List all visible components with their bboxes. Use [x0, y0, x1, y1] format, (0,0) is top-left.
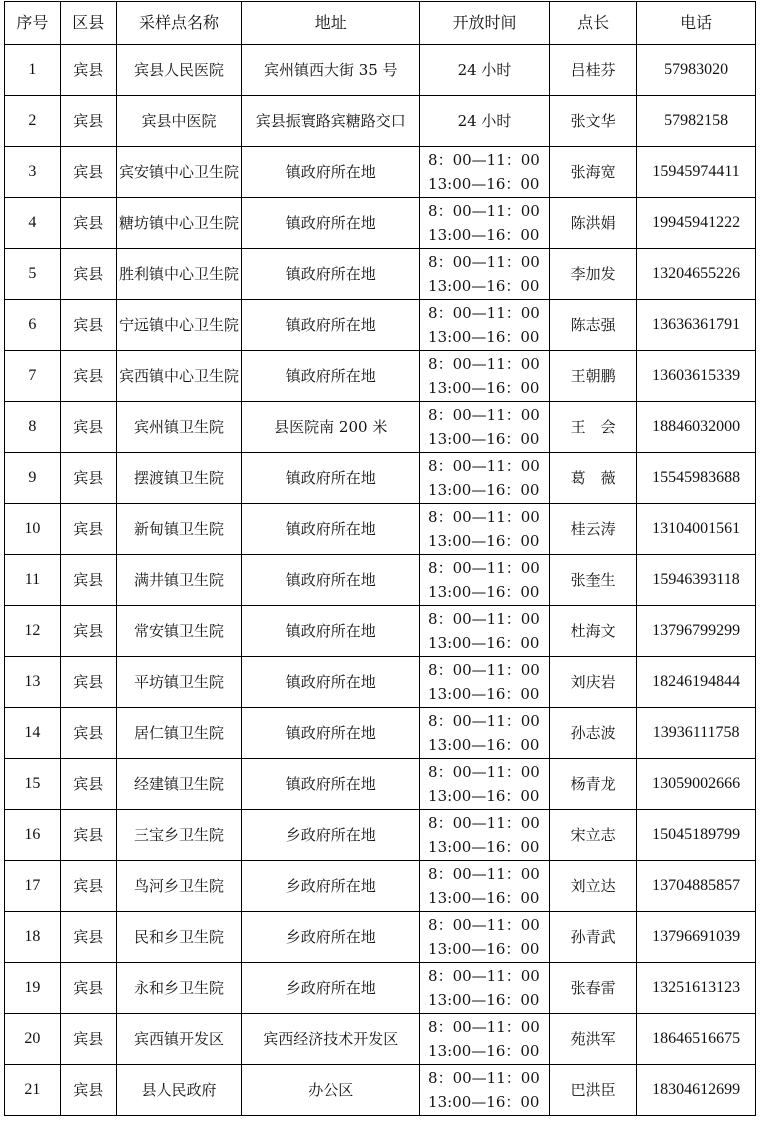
phone-cell: 18304612699	[637, 1065, 756, 1116]
address-cell: 镇政府所在地	[242, 555, 420, 606]
phone-cell: 15946393118	[637, 555, 756, 606]
opening-hours-cell	[420, 912, 550, 963]
site-name-cell: 常安镇卫生院	[116, 606, 242, 657]
hours-line-afternoon: 13:00—16：00	[428, 277, 540, 295]
opening-hours-cell	[420, 606, 550, 657]
hours-line-afternoon: 13:00—16：00	[428, 940, 540, 958]
hours-line-morning: 8：00—11：00	[428, 457, 540, 475]
site-head-cell: 王 会	[549, 402, 636, 453]
hours-line-afternoon: 13:00—16：00	[428, 532, 540, 550]
table-row-8	[5, 402, 756, 453]
hours-line-afternoon: 13:00—16：00	[428, 430, 540, 448]
address-cell: 镇政府所在地	[242, 249, 420, 300]
address-cell: 镇政府所在地	[242, 300, 420, 351]
hours-line-morning: 8：00—11：00	[428, 1018, 540, 1036]
hours-line-afternoon: 13:00—16：00	[428, 1042, 540, 1060]
site-name-cell: 胜利镇中心卫生院	[116, 249, 242, 300]
opening-hours-cell	[420, 861, 550, 912]
site-name-cell: 宾西镇开发区	[116, 1014, 242, 1065]
site-head-cell: 葛 薇	[549, 453, 636, 504]
hours-line-afternoon: 13:00—16：00	[428, 481, 540, 499]
site-head-cell: 杜海文	[549, 606, 636, 657]
hours-line-morning: 8：00—11：00	[428, 304, 540, 322]
site-head-cell: 刘立达	[549, 861, 636, 912]
hours-line-morning: 8：00—11：00	[428, 712, 540, 730]
county-cell: 宾县	[60, 249, 116, 300]
site-name-cell: 民和乡卫生院	[116, 912, 242, 963]
county-cell: 宾县	[60, 861, 116, 912]
hours-line-morning: 8：00—11：00	[428, 610, 540, 628]
opening-hours-cell	[420, 351, 550, 402]
phone-cell: 18646516675	[637, 1014, 756, 1065]
table-row-14	[5, 708, 756, 759]
opening-hours-cell	[420, 45, 550, 96]
address-cell: 镇政府所在地	[242, 453, 420, 504]
serial-number-cell: 3	[5, 147, 61, 198]
site-name-cell: 县人民政府	[116, 1065, 242, 1116]
address-cell: 镇政府所在地	[242, 657, 420, 708]
address-cell: 乡政府所在地	[242, 963, 420, 1014]
phone-cell: 13796799299	[637, 606, 756, 657]
hours-line-afternoon: 13:00—16：00	[428, 1093, 540, 1111]
sampling-sites-sheet	[4, 1, 756, 1116]
hours-line-morning: 8：00—11：00	[428, 916, 540, 934]
hours-line-afternoon: 13:00—16：00	[428, 226, 540, 244]
site-head-cell: 巴洪臣	[549, 1065, 636, 1116]
site-head-cell: 宋立志	[549, 810, 636, 861]
phone-cell: 15545983688	[637, 453, 756, 504]
hours-line-morning: 8：00—11：00	[428, 1069, 540, 1087]
hours-line-morning: 8：00—11：00	[428, 508, 540, 526]
phone-cell: 13636361791	[637, 300, 756, 351]
site-name-cell: 宾西镇中心卫生院	[116, 351, 242, 402]
hours-line-morning: 8：00—11：00	[428, 202, 540, 220]
table-row-5	[5, 249, 756, 300]
address-cell: 县医院南 200 米	[242, 402, 420, 453]
county-cell: 宾县	[60, 45, 116, 96]
address-cell: 镇政府所在地	[242, 708, 420, 759]
site-name-cell: 宾县中医院	[116, 96, 242, 147]
phone-cell: 13936111758	[637, 708, 756, 759]
table-header	[5, 2, 756, 45]
site-name-cell: 鸟河乡卫生院	[116, 861, 242, 912]
county-cell: 宾县	[60, 1014, 116, 1065]
site-head-cell: 吕桂芬	[549, 45, 636, 96]
opening-hours-cell	[420, 555, 550, 606]
table-row-9	[5, 453, 756, 504]
site-head-cell: 孙志波	[549, 708, 636, 759]
table-row-11	[5, 555, 756, 606]
hours-line-afternoon: 13:00—16：00	[428, 634, 540, 652]
site-name-cell: 宾安镇中心卫生院	[116, 147, 242, 198]
county-cell: 宾县	[60, 504, 116, 555]
site-name-cell: 糖坊镇中心卫生院	[116, 198, 242, 249]
county-cell: 宾县	[60, 147, 116, 198]
hours-line-morning: 8：00—11：00	[428, 253, 540, 271]
hours-line-afternoon: 13:00—16：00	[428, 175, 540, 193]
hours-line-morning: 8：00—11：00	[428, 559, 540, 577]
site-name-cell: 三宝乡卫生院	[116, 810, 242, 861]
county-cell: 宾县	[60, 708, 116, 759]
county-cell: 宾县	[60, 759, 116, 810]
site-head-cell: 张文华	[549, 96, 636, 147]
site-name-cell: 摆渡镇卫生院	[116, 453, 242, 504]
site-head-cell: 桂云涛	[549, 504, 636, 555]
address-cell: 乡政府所在地	[242, 861, 420, 912]
address-cell: 镇政府所在地	[242, 351, 420, 402]
table-row-15	[5, 759, 756, 810]
serial-number-cell: 10	[5, 504, 61, 555]
phone-cell: 18846032000	[637, 402, 756, 453]
address-cell: 镇政府所在地	[242, 198, 420, 249]
phone-cell: 18246194844	[637, 657, 756, 708]
site-name-cell: 居仁镇卫生院	[116, 708, 242, 759]
hours-line-afternoon: 13:00—16：00	[428, 787, 540, 805]
table-row-20	[5, 1014, 756, 1065]
header-address: 地址	[242, 2, 420, 45]
header-opening-hours: 开放时间	[420, 2, 550, 45]
opening-hours-cell	[420, 249, 550, 300]
site-name-cell: 平坊镇卫生院	[116, 657, 242, 708]
serial-number-cell: 21	[5, 1065, 61, 1116]
county-cell: 宾县	[60, 657, 116, 708]
site-head-cell: 张春雷	[549, 963, 636, 1014]
opening-hours-cell	[420, 453, 550, 504]
serial-number-cell: 19	[5, 963, 61, 1014]
county-cell: 宾县	[60, 606, 116, 657]
header-site-head: 点长	[549, 2, 636, 45]
site-name-cell: 永和乡卫生院	[116, 963, 242, 1014]
table-row-4	[5, 198, 756, 249]
hours-line-morning: 8：00—11：00	[428, 355, 540, 373]
hours-line-afternoon: 13:00—16：00	[428, 583, 540, 601]
serial-number-cell: 4	[5, 198, 61, 249]
phone-cell: 15945974411	[637, 147, 756, 198]
serial-number-cell: 14	[5, 708, 61, 759]
address-cell: 乡政府所在地	[242, 810, 420, 861]
county-cell: 宾县	[60, 555, 116, 606]
county-cell: 宾县	[60, 198, 116, 249]
serial-number-cell: 13	[5, 657, 61, 708]
phone-cell: 13104001561	[637, 504, 756, 555]
address-cell: 镇政府所在地	[242, 759, 420, 810]
hours-line-morning: 8：00—11：00	[428, 406, 540, 424]
phone-cell: 13059002666	[637, 759, 756, 810]
header-phone: 电话	[637, 2, 756, 45]
county-cell: 宾县	[60, 96, 116, 147]
phone-cell: 57983020	[637, 45, 756, 96]
table-row-13	[5, 657, 756, 708]
opening-hours-cell	[420, 810, 550, 861]
table-row-17	[5, 861, 756, 912]
site-head-cell: 张奎生	[549, 555, 636, 606]
table-row-12	[5, 606, 756, 657]
site-head-cell: 张海宽	[549, 147, 636, 198]
phone-cell: 13704885857	[637, 861, 756, 912]
site-name-cell: 经建镇卫生院	[116, 759, 242, 810]
hours-line-morning: 8：00—11：00	[428, 814, 540, 832]
table-row-7	[5, 351, 756, 402]
opening-hours-cell	[420, 1065, 550, 1116]
serial-number-cell: 2	[5, 96, 61, 147]
phone-cell: 57982158	[637, 96, 756, 147]
county-cell: 宾县	[60, 351, 116, 402]
table-row-10	[5, 504, 756, 555]
serial-number-cell: 16	[5, 810, 61, 861]
county-cell: 宾县	[60, 300, 116, 351]
serial-number-cell: 12	[5, 606, 61, 657]
phone-cell: 13796691039	[637, 912, 756, 963]
site-name-cell: 宾州镇卫生院	[116, 402, 242, 453]
table-row-19	[5, 963, 756, 1014]
opening-hours-cell	[420, 657, 550, 708]
opening-hours-cell	[420, 963, 550, 1014]
opening-hours-cell	[420, 402, 550, 453]
phone-cell: 13603615339	[637, 351, 756, 402]
hours-line-afternoon: 13:00—16：00	[428, 328, 540, 346]
hours-line-afternoon: 13:00—16：00	[428, 889, 540, 907]
site-head-cell: 王朝鹏	[549, 351, 636, 402]
hours-line-afternoon: 13:00—16：00	[428, 991, 540, 1009]
site-head-cell: 杨青龙	[549, 759, 636, 810]
phone-cell: 19945941222	[637, 198, 756, 249]
site-head-cell: 苑洪军	[549, 1014, 636, 1065]
table-row-2	[5, 96, 756, 147]
address-cell: 宾西经济技术开发区	[242, 1014, 420, 1065]
site-head-cell: 孙青武	[549, 912, 636, 963]
site-head-cell: 刘庆岩	[549, 657, 636, 708]
phone-cell: 15045189799	[637, 810, 756, 861]
address-cell: 办公区	[242, 1065, 420, 1116]
serial-number-cell: 8	[5, 402, 61, 453]
header-serial-number: 序号	[5, 2, 61, 45]
serial-number-cell: 5	[5, 249, 61, 300]
hours-line-morning: 24 小时	[457, 112, 512, 130]
hours-line-morning: 8：00—11：00	[428, 967, 540, 985]
county-cell: 宾县	[60, 963, 116, 1014]
hours-line-morning: 8：00—11：00	[428, 865, 540, 883]
phone-cell: 13204655226	[637, 249, 756, 300]
serial-number-cell: 20	[5, 1014, 61, 1065]
opening-hours-cell	[420, 96, 550, 147]
header-county: 区县	[60, 2, 116, 45]
serial-number-cell: 9	[5, 453, 61, 504]
site-head-cell: 陈洪娟	[549, 198, 636, 249]
address-cell: 乡政府所在地	[242, 912, 420, 963]
table-body	[5, 45, 756, 1116]
serial-number-cell: 6	[5, 300, 61, 351]
county-cell: 宾县	[60, 402, 116, 453]
serial-number-cell: 7	[5, 351, 61, 402]
opening-hours-cell	[420, 300, 550, 351]
hours-line-afternoon: 13:00—16：00	[428, 379, 540, 397]
hours-line-afternoon: 13:00—16：00	[428, 838, 540, 856]
address-cell: 镇政府所在地	[242, 147, 420, 198]
header-site-name: 采样点名称	[116, 2, 242, 45]
site-name-cell: 新甸镇卫生院	[116, 504, 242, 555]
county-cell: 宾县	[60, 1065, 116, 1116]
header-row	[5, 2, 756, 45]
table-row-18	[5, 912, 756, 963]
serial-number-cell: 11	[5, 555, 61, 606]
sampling-sites-table	[4, 1, 756, 1116]
address-cell: 宾州镇西大街 35 号	[242, 45, 420, 96]
site-head-cell: 陈志强	[549, 300, 636, 351]
hours-line-morning: 8：00—11：00	[428, 763, 540, 781]
table-row-3	[5, 147, 756, 198]
opening-hours-cell	[420, 198, 550, 249]
hours-line-morning: 8：00—11：00	[428, 151, 540, 169]
table-row-16	[5, 810, 756, 861]
table-row-21	[5, 1065, 756, 1116]
county-cell: 宾县	[60, 912, 116, 963]
county-cell: 宾县	[60, 810, 116, 861]
hours-line-morning: 24 小时	[457, 61, 512, 79]
hours-line-afternoon: 13:00—16：00	[428, 685, 540, 703]
opening-hours-cell	[420, 1014, 550, 1065]
serial-number-cell: 18	[5, 912, 61, 963]
site-name-cell: 宁远镇中心卫生院	[116, 300, 242, 351]
opening-hours-cell	[420, 504, 550, 555]
site-name-cell: 宾县人民医院	[116, 45, 242, 96]
serial-number-cell: 17	[5, 861, 61, 912]
table-row-1	[5, 45, 756, 96]
hours-line-afternoon: 13:00—16：00	[428, 736, 540, 754]
phone-cell: 13251613123	[637, 963, 756, 1014]
address-cell: 镇政府所在地	[242, 606, 420, 657]
hours-line-morning: 8：00—11：00	[428, 661, 540, 679]
serial-number-cell: 15	[5, 759, 61, 810]
opening-hours-cell	[420, 759, 550, 810]
address-cell: 宾县振寰路宾糖路交口	[242, 96, 420, 147]
address-cell: 镇政府所在地	[242, 504, 420, 555]
county-cell: 宾县	[60, 453, 116, 504]
site-head-cell: 李加发	[549, 249, 636, 300]
opening-hours-cell	[420, 708, 550, 759]
table-row-6	[5, 300, 756, 351]
site-name-cell: 满井镇卫生院	[116, 555, 242, 606]
opening-hours-cell	[420, 147, 550, 198]
serial-number-cell: 1	[5, 45, 61, 96]
